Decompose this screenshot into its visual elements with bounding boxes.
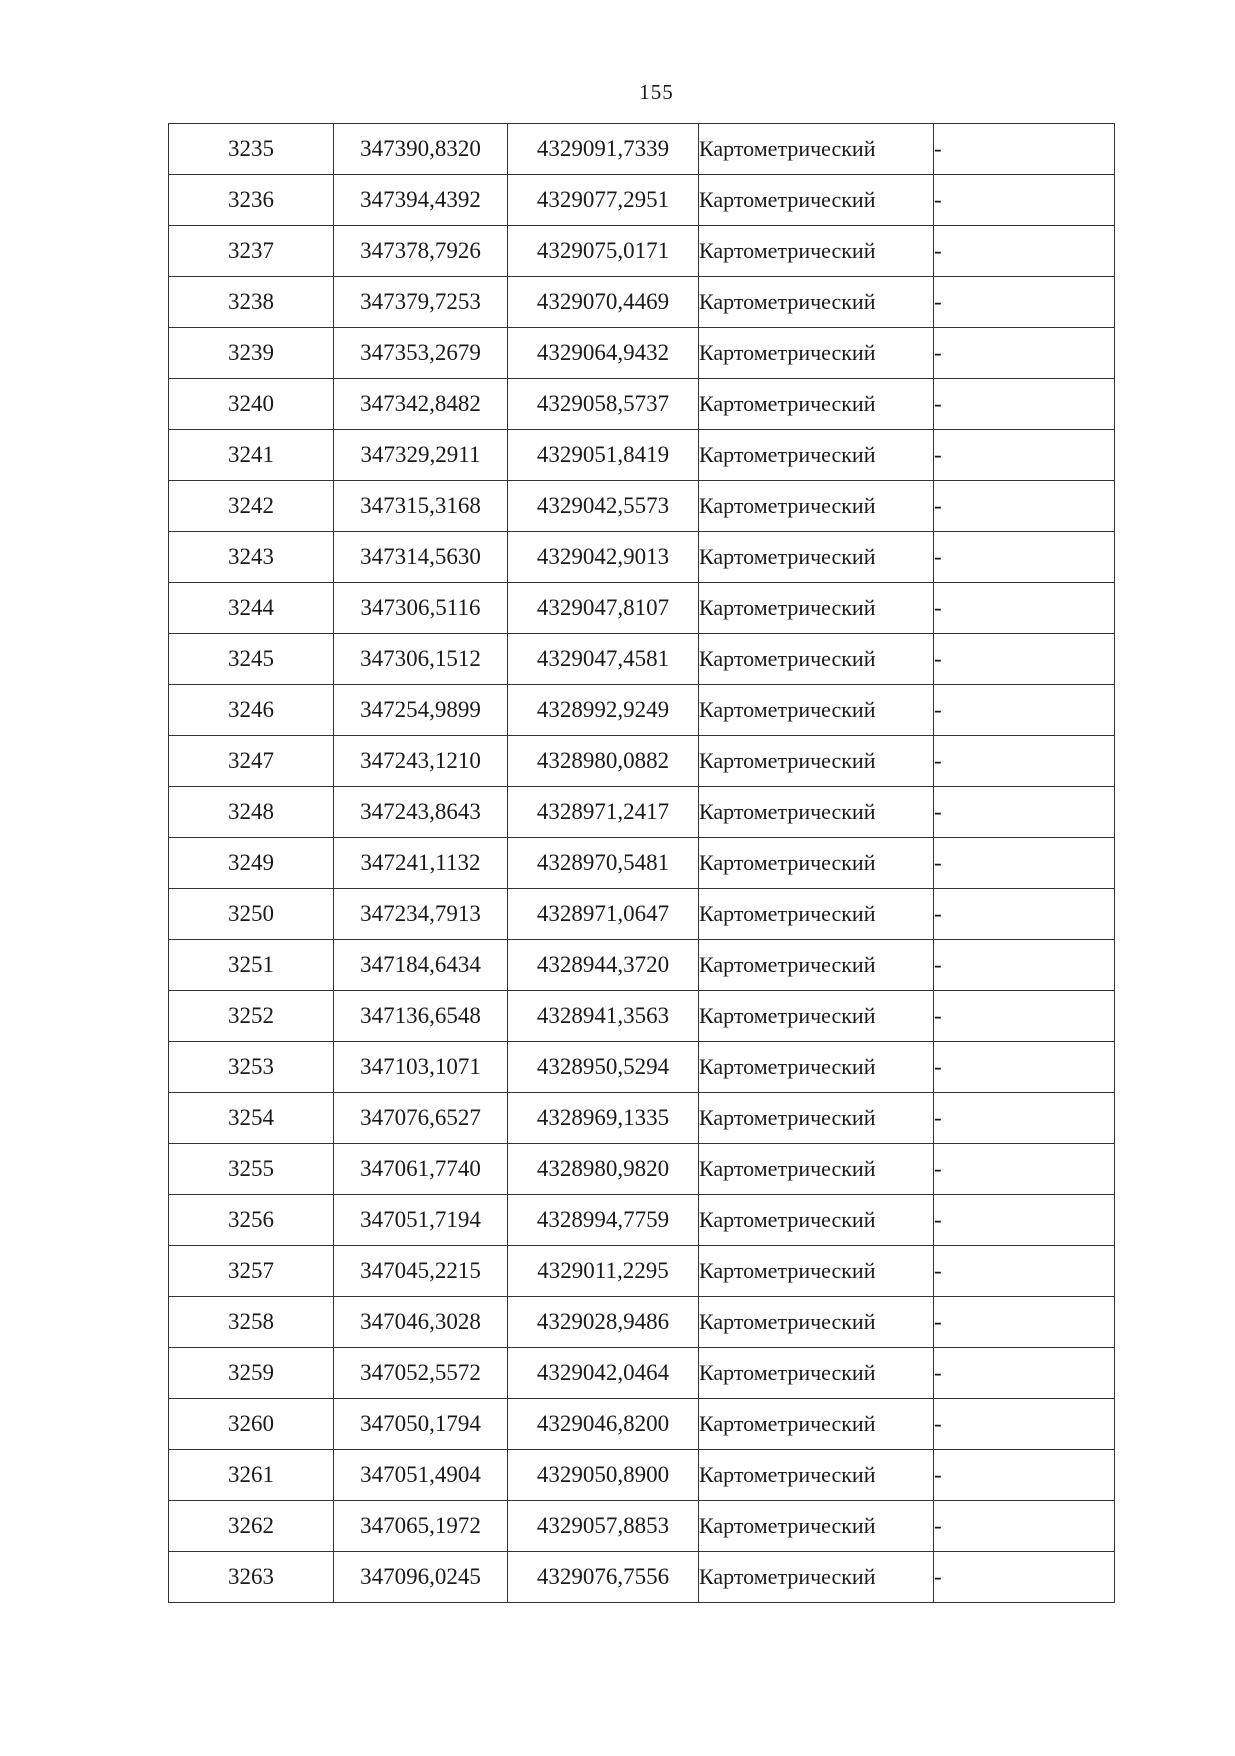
method-cell: Картометрический (699, 634, 934, 685)
method-cell: Картометрический (699, 1450, 934, 1501)
y-coordinate-cell: 4329051,8419 (508, 430, 699, 481)
y-coordinate-cell: 4328980,0882 (508, 736, 699, 787)
coordinates-table-body (169, 124, 1115, 1603)
method-cell: Картометрический (699, 226, 934, 277)
x-coordinate-cell: 347329,2911 (334, 430, 508, 481)
x-coordinate-cell: 347184,6434 (334, 940, 508, 991)
y-coordinate-cell: 4329057,8853 (508, 1501, 699, 1552)
table-row (169, 1297, 1115, 1348)
table-row (169, 889, 1115, 940)
point-number-cell: 3259 (169, 1348, 334, 1399)
x-coordinate-cell: 347243,8643 (334, 787, 508, 838)
y-coordinate-cell: 4329050,8900 (508, 1450, 699, 1501)
method-cell: Картометрический (699, 175, 934, 226)
method-cell: Картометрический (699, 838, 934, 889)
point-number-cell: 3258 (169, 1297, 334, 1348)
table-row (169, 1348, 1115, 1399)
method-cell: Картометрический (699, 787, 934, 838)
point-number-cell: 3257 (169, 1246, 334, 1297)
table-row (169, 1042, 1115, 1093)
note-cell: - (934, 175, 1115, 226)
point-number-cell: 3262 (169, 1501, 334, 1552)
note-cell: - (934, 1450, 1115, 1501)
method-cell: Картометрический (699, 379, 934, 430)
method-cell: Картометрический (699, 1399, 934, 1450)
note-cell: - (934, 787, 1115, 838)
coordinates-table (168, 123, 1115, 1603)
point-number-cell: 3239 (169, 328, 334, 379)
point-number-cell: 3244 (169, 583, 334, 634)
table-row (169, 226, 1115, 277)
x-coordinate-cell: 347378,7926 (334, 226, 508, 277)
point-number-cell: 3242 (169, 481, 334, 532)
point-number-cell: 3254 (169, 1093, 334, 1144)
note-cell: - (934, 583, 1115, 634)
y-coordinate-cell: 4328970,5481 (508, 838, 699, 889)
x-coordinate-cell: 347051,4904 (334, 1450, 508, 1501)
note-cell: - (934, 328, 1115, 379)
point-number-cell: 3236 (169, 175, 334, 226)
table-row (169, 991, 1115, 1042)
y-coordinate-cell: 4329042,9013 (508, 532, 699, 583)
x-coordinate-cell: 347315,3168 (334, 481, 508, 532)
x-coordinate-cell: 347065,1972 (334, 1501, 508, 1552)
point-number-cell: 3238 (169, 277, 334, 328)
note-cell: - (934, 1399, 1115, 1450)
y-coordinate-cell: 4328992,9249 (508, 685, 699, 736)
y-coordinate-cell: 4328944,3720 (508, 940, 699, 991)
note-cell: - (934, 430, 1115, 481)
table-row (169, 736, 1115, 787)
note-cell: - (934, 889, 1115, 940)
table-row (169, 685, 1115, 736)
table-row (169, 838, 1115, 889)
y-coordinate-cell: 4329076,7556 (508, 1552, 699, 1603)
x-coordinate-cell: 347394,4392 (334, 175, 508, 226)
note-cell: - (934, 1552, 1115, 1603)
table-row (169, 1450, 1115, 1501)
y-coordinate-cell: 4328950,5294 (508, 1042, 699, 1093)
x-coordinate-cell: 347096,0245 (334, 1552, 508, 1603)
note-cell: - (934, 1195, 1115, 1246)
y-coordinate-cell: 4329042,0464 (508, 1348, 699, 1399)
y-coordinate-cell: 4329047,4581 (508, 634, 699, 685)
note-cell: - (934, 1093, 1115, 1144)
table-row (169, 1144, 1115, 1195)
note-cell: - (934, 1246, 1115, 1297)
method-cell: Картометрический (699, 277, 934, 328)
note-cell: - (934, 481, 1115, 532)
method-cell: Картометрический (699, 1093, 934, 1144)
method-cell: Картометрический (699, 532, 934, 583)
note-cell: - (934, 1042, 1115, 1093)
y-coordinate-cell: 4328980,9820 (508, 1144, 699, 1195)
point-number-cell: 3250 (169, 889, 334, 940)
x-coordinate-cell: 347379,7253 (334, 277, 508, 328)
method-cell: Картометрический (699, 124, 934, 175)
point-number-cell: 3241 (169, 430, 334, 481)
point-number-cell: 3255 (169, 1144, 334, 1195)
point-number-cell: 3235 (169, 124, 334, 175)
point-number-cell: 3261 (169, 1450, 334, 1501)
x-coordinate-cell: 347076,6527 (334, 1093, 508, 1144)
point-number-cell: 3252 (169, 991, 334, 1042)
point-number-cell: 3256 (169, 1195, 334, 1246)
method-cell: Картометрический (699, 940, 934, 991)
method-cell: Картометрический (699, 1195, 934, 1246)
x-coordinate-cell: 347234,7913 (334, 889, 508, 940)
method-cell: Картометрический (699, 1501, 934, 1552)
method-cell: Картометрический (699, 1144, 934, 1195)
table-row (169, 124, 1115, 175)
table-row (169, 430, 1115, 481)
y-coordinate-cell: 4329091,7339 (508, 124, 699, 175)
note-cell: - (934, 226, 1115, 277)
point-number-cell: 3246 (169, 685, 334, 736)
method-cell: Картометрический (699, 736, 934, 787)
note-cell: - (934, 1348, 1115, 1399)
method-cell: Картометрический (699, 430, 934, 481)
x-coordinate-cell: 347390,8320 (334, 124, 508, 175)
y-coordinate-cell: 4329058,5737 (508, 379, 699, 430)
x-coordinate-cell: 347353,2679 (334, 328, 508, 379)
table-row (169, 940, 1115, 991)
point-number-cell: 3243 (169, 532, 334, 583)
y-coordinate-cell: 4329075,0171 (508, 226, 699, 277)
note-cell: - (934, 1144, 1115, 1195)
y-coordinate-cell: 4328971,2417 (508, 787, 699, 838)
method-cell: Картометрический (699, 991, 934, 1042)
table-row (169, 634, 1115, 685)
note-cell: - (934, 685, 1115, 736)
x-coordinate-cell: 347050,1794 (334, 1399, 508, 1450)
point-number-cell: 3260 (169, 1399, 334, 1450)
note-cell: - (934, 124, 1115, 175)
point-number-cell: 3253 (169, 1042, 334, 1093)
note-cell: - (934, 991, 1115, 1042)
x-coordinate-cell: 347046,3028 (334, 1297, 508, 1348)
method-cell: Картометрический (699, 889, 934, 940)
note-cell: - (934, 634, 1115, 685)
y-coordinate-cell: 4329011,2295 (508, 1246, 699, 1297)
method-cell: Картометрический (699, 328, 934, 379)
note-cell: - (934, 736, 1115, 787)
y-coordinate-cell: 4329046,8200 (508, 1399, 699, 1450)
table-row (169, 1195, 1115, 1246)
table-row (169, 328, 1115, 379)
y-coordinate-cell: 4328971,0647 (508, 889, 699, 940)
table-row (169, 379, 1115, 430)
x-coordinate-cell: 347243,1210 (334, 736, 508, 787)
table-row (169, 532, 1115, 583)
point-number-cell: 3245 (169, 634, 334, 685)
point-number-cell: 3263 (169, 1552, 334, 1603)
y-coordinate-cell: 4329077,2951 (508, 175, 699, 226)
table-row (169, 1552, 1115, 1603)
y-coordinate-cell: 4328969,1335 (508, 1093, 699, 1144)
note-cell: - (934, 532, 1115, 583)
x-coordinate-cell: 347254,9899 (334, 685, 508, 736)
method-cell: Картометрический (699, 1348, 934, 1399)
x-coordinate-cell: 347241,1132 (334, 838, 508, 889)
x-coordinate-cell: 347045,2215 (334, 1246, 508, 1297)
x-coordinate-cell: 347342,8482 (334, 379, 508, 430)
x-coordinate-cell: 347136,6548 (334, 991, 508, 1042)
point-number-cell: 3247 (169, 736, 334, 787)
y-coordinate-cell: 4329070,4469 (508, 277, 699, 328)
point-number-cell: 3237 (169, 226, 334, 277)
y-coordinate-cell: 4329047,8107 (508, 583, 699, 634)
y-coordinate-cell: 4329042,5573 (508, 481, 699, 532)
table-row (169, 787, 1115, 838)
y-coordinate-cell: 4329028,9486 (508, 1297, 699, 1348)
table-row (169, 277, 1115, 328)
method-cell: Картометрический (699, 481, 934, 532)
x-coordinate-cell: 347051,7194 (334, 1195, 508, 1246)
note-cell: - (934, 838, 1115, 889)
note-cell: - (934, 940, 1115, 991)
note-cell: - (934, 277, 1115, 328)
y-coordinate-cell: 4329064,9432 (508, 328, 699, 379)
point-number-cell: 3248 (169, 787, 334, 838)
x-coordinate-cell: 347314,5630 (334, 532, 508, 583)
x-coordinate-cell: 347052,5572 (334, 1348, 508, 1399)
point-number-cell: 3251 (169, 940, 334, 991)
method-cell: Картометрический (699, 685, 934, 736)
table-row (169, 583, 1115, 634)
method-cell: Картометрический (699, 1297, 934, 1348)
x-coordinate-cell: 347103,1071 (334, 1042, 508, 1093)
page-number: 155 (639, 80, 674, 104)
table-row (169, 1093, 1115, 1144)
point-number-cell: 3240 (169, 379, 334, 430)
table-row (169, 481, 1115, 532)
y-coordinate-cell: 4328941,3563 (508, 991, 699, 1042)
note-cell: - (934, 1297, 1115, 1348)
note-cell: - (934, 1501, 1115, 1552)
method-cell: Картометрический (699, 1552, 934, 1603)
method-cell: Картометрический (699, 1246, 934, 1297)
table-row (169, 175, 1115, 226)
note-cell: - (934, 379, 1115, 430)
method-cell: Картометрический (699, 583, 934, 634)
table-row (169, 1246, 1115, 1297)
x-coordinate-cell: 347061,7740 (334, 1144, 508, 1195)
x-coordinate-cell: 347306,1512 (334, 634, 508, 685)
method-cell: Картометрический (699, 1042, 934, 1093)
y-coordinate-cell: 4328994,7759 (508, 1195, 699, 1246)
table-row (169, 1501, 1115, 1552)
point-number-cell: 3249 (169, 838, 334, 889)
table-row (169, 1399, 1115, 1450)
x-coordinate-cell: 347306,5116 (334, 583, 508, 634)
